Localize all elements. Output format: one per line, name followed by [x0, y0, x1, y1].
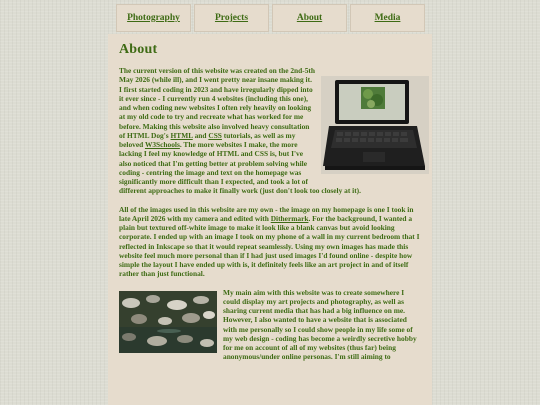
nav-photography-link[interactable]: Photography [116, 4, 191, 32]
laptop-photo [321, 76, 429, 174]
css-tutorial-link[interactable]: CSS [208, 130, 222, 140]
html-tutorial-link[interactable]: HTML [170, 130, 193, 140]
about-content-panel [108, 34, 432, 405]
nav-about-link[interactable]: About [272, 4, 347, 32]
aim-paragraph: My main aim with this website was to create somewhere I could display my art projects and photography, as well as sharing current media that has had a big influence on me. However, I also wanted to have a website that is associated with me personally so I could show people in my life some of my web design - coding has become a weirdly secretive hobby for me on account of all of my websites (thus far) being anonymous/under online personas. I'm still aiming to [119, 288, 421, 362]
images-paragraph: All of the images used in this website are my own - the image on my homepage is one I took in late April 2026 with my camera and edited with Dithermark. For the background, I wanted a plain but textured off-white image to make it look like a blank canvas but avoid looking corporate. I ended up with an image I took on my phone of a wall in my current bedroom that I reflected in Inkscape so that it would repeat seamlessly. Using my own images has made this website feel much more personal than if I had just used images I'd found online - despite how simple the layout I have ended up with is, it definitely feels like an art project in and of itself rather than just functional. [119, 204, 420, 279]
nav-media-link[interactable]: Media [350, 4, 425, 32]
w3schools-link[interactable]: W3Schools [144, 140, 180, 149]
intro-paragraph: The current version of this website was created on the 2nd-5th May 2026 (while ill), and I went pretty near insane making it. I first started coding in 2023 and have irregularly dipped into it ever since - I currently run 4 websites (including this one), and when coding new websites I often rely heavily on looking at my old code to try and recreate what has worked for me before. Making this website also involved heavy consultation of HTML Dog's HTML and CSS tutorials, as well as my beloved W3Schools. The more websites I make, the more lacking I feel my knowledge of HTML and CSS is, but I've also noticed that I'm getting better at problem solving while coding - centring the image and text on the homepage was significantly more difficult than I expected, and took a lot of different approaches to make it finally work (just don't look too closely at it). [119, 66, 421, 196]
dithermark-link[interactable]: Dithermark [270, 213, 309, 223]
top-navigation [116, 4, 425, 32]
nav-projects-link[interactable]: Projects [194, 4, 269, 32]
river-rocks-photo [119, 291, 217, 353]
page-title: About [119, 42, 158, 57]
